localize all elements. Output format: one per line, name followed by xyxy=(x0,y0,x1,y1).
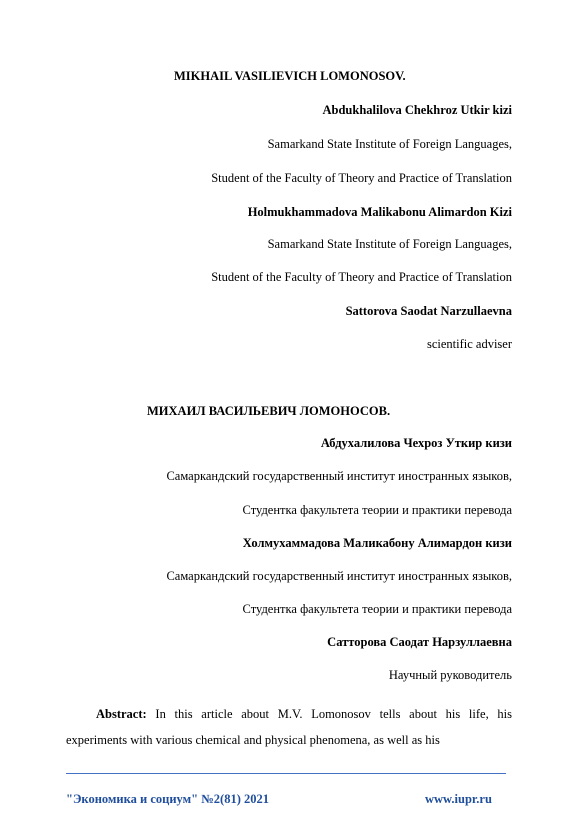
abstract-paragraph xyxy=(66,701,512,753)
title-russian: МИХАИЛ ВАСИЛЬЕВИЧ ЛОМОНОСОВ. xyxy=(147,404,391,418)
adviser-role-english: scientific adviser xyxy=(426,337,512,351)
footer-journal: "Экономика и социум" №2(81) 2021 xyxy=(66,792,269,806)
author2-name-russian: Холмухаммадова Маликабону Алимардон кизи xyxy=(242,536,512,550)
adviser-name-english: Sattorova Saodat Narzullaevna xyxy=(345,304,512,318)
author1-role-russian: Студентка факультета теории и практики перевода xyxy=(242,503,512,517)
abstract-label: Abstract: xyxy=(96,707,147,721)
author1-affiliation-english: Samarkand State Institute of Foreign Languages, xyxy=(267,137,512,151)
abstract-text: In this article about M.V. Lomonosov tells about his life, his experiments with various chemical and physical phenomena, as well as his xyxy=(66,707,513,747)
author2-affiliation-english: Samarkand State Institute of Foreign Languages, xyxy=(267,237,512,251)
author2-name-english: Holmukhammadova Malikabonu Alimardon Kizi xyxy=(247,205,512,219)
footer-website[interactable]: www.iupr.ru xyxy=(425,792,492,806)
footer-divider xyxy=(66,773,506,774)
author1-name-russian: Абдухалилова Чехроз Уткир кизи xyxy=(320,436,512,450)
author2-role-russian: Студентка факультета теории и практики перевода xyxy=(242,602,512,616)
author2-role-english: Student of the Faculty of Theory and Practice of Translation xyxy=(211,270,512,284)
title-english: MIKHAIL VASILIEVICH LOMONOSOV. xyxy=(174,69,406,83)
author2-affiliation-russian: Самаркандский государственный институт иностранных языков, xyxy=(166,569,512,583)
author1-role-english: Student of the Faculty of Theory and Practice of Translation xyxy=(211,171,512,185)
adviser-name-russian: Сатторова Саодат Нарзуллаевна xyxy=(327,635,512,649)
adviser-role-russian: Научный руководитель xyxy=(388,668,512,682)
author1-name-english: Abdukhalilova Chekhroz Utkir kizi xyxy=(322,103,512,117)
author1-affiliation-russian: Самаркандский государственный институт иностранных языков, xyxy=(166,469,512,483)
